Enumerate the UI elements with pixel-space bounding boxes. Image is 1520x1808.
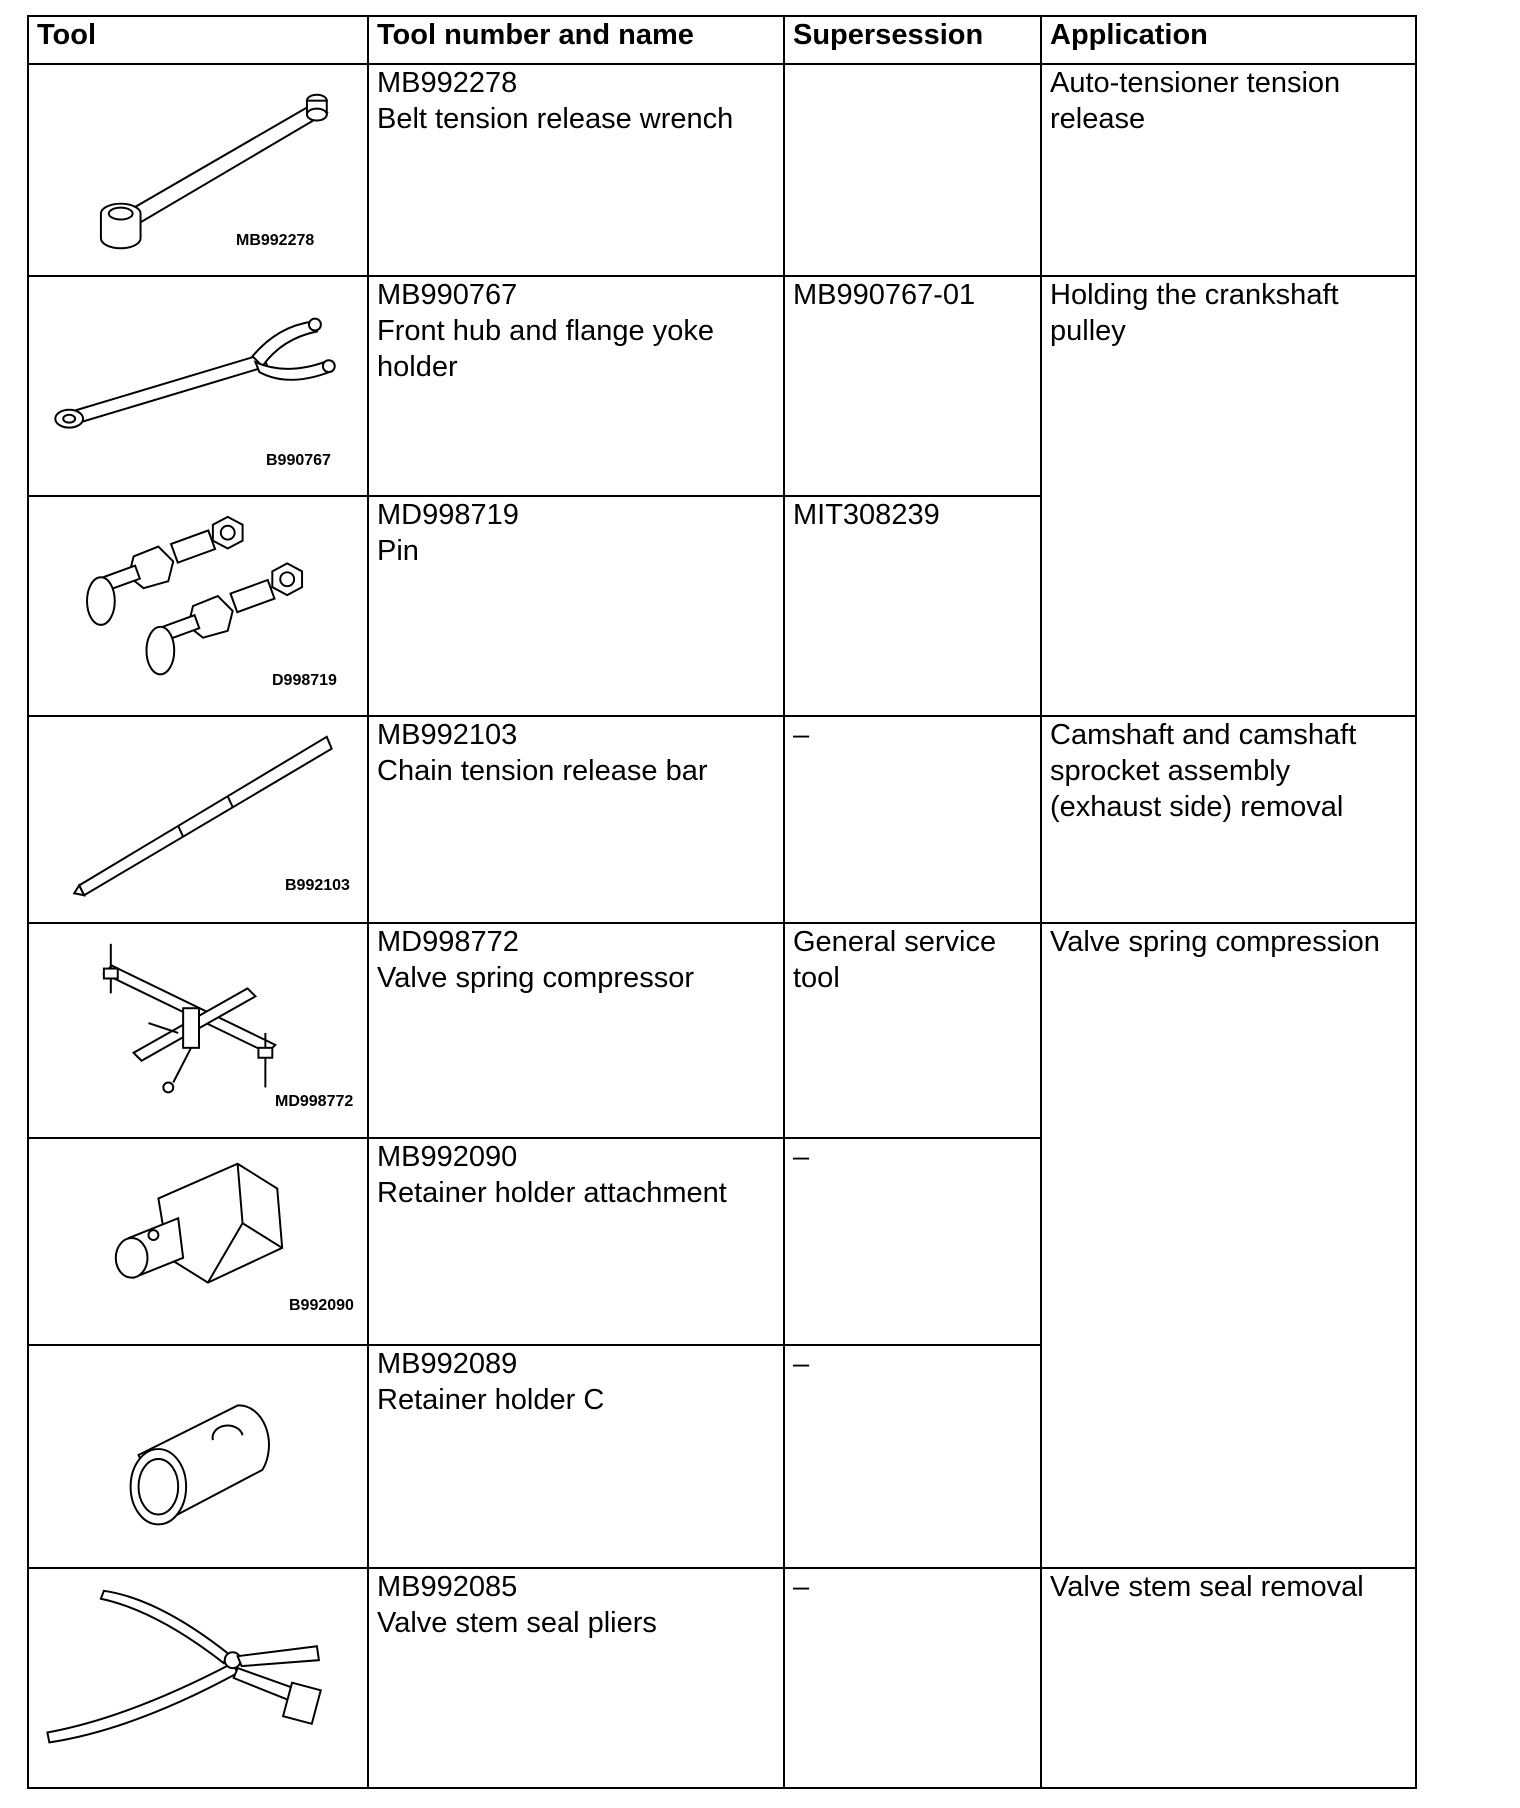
pliers-illustration [29,1569,367,1787]
table-row [28,923,1416,1138]
illustration-label: B992103 [285,877,350,894]
tool-name: Belt tension release wrench [377,103,734,135]
tool-number-and-name-cell [368,496,784,716]
table-row [28,64,1416,276]
tool-number: MB992103 [377,719,518,751]
tool-number: MB992278 [377,67,518,99]
tool-number: MB992085 [377,1571,518,1603]
supersession-cell [784,64,1041,276]
tool-illustration-cell [28,923,368,1138]
tool-number-and-name-cell [368,64,784,276]
supersession-cell: MB990767-01 [784,276,1041,496]
illustration-label: MB992278 [236,232,315,249]
header-tool: Tool [28,16,368,64]
supersession-cell: MIT308239 [784,496,1041,716]
header-application: Application [1041,16,1416,64]
tool-name: Valve stem seal pliers [377,1607,657,1639]
tool-number: MB992090 [377,1141,518,1173]
tool-illustration-cell [28,716,368,923]
tool-illustration-cell [28,64,368,276]
tool-name: Retainer holder attachment [377,1177,727,1209]
retainer-holder-illustration [29,1346,367,1567]
tool-number-and-name-cell [368,1345,784,1568]
illustration-label: B990767 [266,452,331,469]
tool-number-and-name-cell [368,716,784,923]
tool-number-and-name-cell [368,1138,784,1345]
supersession-cell: – [784,1345,1041,1568]
tool-illustration-cell [28,1568,368,1788]
tool-number: MD998719 [377,499,519,531]
tool-name: Valve spring compressor [377,962,694,994]
tool-illustration-cell [28,1345,368,1568]
special-tools-table [27,15,1417,1789]
table-row [28,276,1416,496]
tool-illustration-cell [28,496,368,716]
tool-name: Pin [377,535,419,567]
application-cell: Valve spring compression [1041,923,1416,1568]
application-cell: Auto-tensioner tension release [1041,64,1416,276]
illustration-label: B992090 [289,1297,354,1314]
supersession-cell: – [784,1138,1041,1345]
illustration-label: MD998772 [275,1093,354,1110]
supersession-cell: – [784,1568,1041,1788]
wrench-illustration [29,65,367,275]
header-tool-number-and-name: Tool number and name [368,16,784,64]
supersession-cell: – [784,716,1041,923]
tool-number-and-name-cell [368,1568,784,1788]
application-cell: Camshaft and camshaft sprocket assembly (exhaust side) removal [1041,716,1416,923]
table-row [28,716,1416,923]
tool-name: Chain tension release bar [377,755,708,787]
tool-number: MD998772 [377,926,519,958]
tool-number-and-name-cell [368,923,784,1138]
supersession-cell: General service tool [784,923,1041,1138]
illustration-label: D998719 [272,672,337,689]
tool-name: Front hub and flange yoke holder [377,315,714,383]
application-cell: Holding the crankshaft pulley [1041,276,1416,716]
tool-number: MB990767 [377,279,518,311]
tool-name: Retainer holder C [377,1384,605,1416]
application-cell: Valve stem seal removal [1041,1568,1416,1788]
table-row [28,1568,1416,1788]
tool-number-and-name-cell [368,276,784,496]
table-header-row [28,16,1416,64]
tool-number: MB992089 [377,1348,518,1380]
tool-illustration-cell [28,1138,368,1345]
tool-illustration-cell [28,276,368,496]
header-supersession: Supersession [784,16,1041,64]
